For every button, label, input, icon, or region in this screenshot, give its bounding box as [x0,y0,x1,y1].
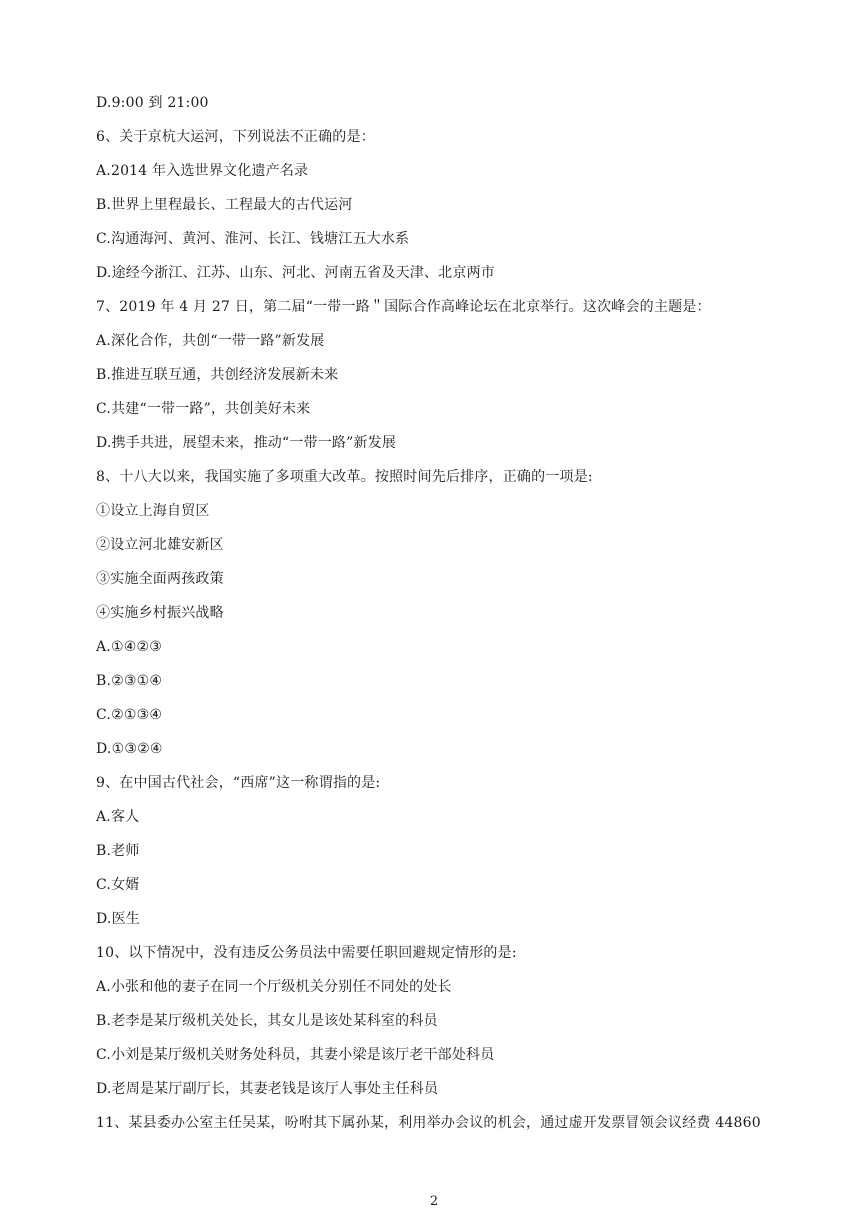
answer-option-line: A.2014 年入选世界文化遗产名录 [96,163,309,179]
question-11: 11、某县委办公室主任吴某，吩咐其下属孙某，利用举办会议的机会，通过虚开发票冒领会议经费 44860 [96,1115,761,1131]
answer-option-line: C.沟通海河、黄河、淮河、长江、钱塘江五大水系 [96,231,410,247]
answer-option-line: A.小张和他的妻子在同一个厅级机关分别任不同处的处长 [96,979,452,995]
answer-option-line: B.老李是某厅级机关处长，其女儿是该处某科室的科员 [96,1013,438,1029]
question-9: 9、在中国古代社会，“西席”这一称谓指的是: [96,775,381,791]
answer-option-line: B.老师 [96,843,140,859]
question-10: 10、以下情况中，没有违反公务员法中需要任职回避规定情形的是: [96,945,517,961]
answer-option-line: B.②③①④ [96,673,163,689]
answer-option-line: A.①④②③ [96,639,162,655]
question-7: 7、2019 年 4 月 27 日，第二届“一带一路＂国际合作高峰论坛在北京举行。这次峰会的主题是： [96,299,711,315]
answer-option-line: D.携手共进，展望未来，推动“一带一路”新发展 [96,435,397,451]
answer-option-line: C.女婿 [96,877,140,893]
answer-option-line: B.世界上里程最长、工程最大的古代运河 [96,197,353,213]
answer-option-line: D.途经今浙江、江苏、山东、河北、河南五省及天津、北京两市 [96,265,495,281]
statement-line: ④实施乡村振兴战略 [96,605,224,621]
answer-option-line: D.①③②④ [96,741,163,757]
statement-line: ③实施全面两孩政策 [96,571,224,587]
question-8: 8、十八大以来，我国实施了多项重大改革。按照时间先后排序，正确的一项是: [96,469,593,485]
answer-option-line: D.老周是某厅副厅长，其妻老钱是该厅人事处主任科员 [96,1081,439,1097]
question-6: 6、关于京杭大运河，下列说法不正确的是： [96,129,375,145]
answer-option-line: D.9:00 到 21:00 [96,95,209,111]
page-number: 2 [429,1194,439,1209]
answer-option-line: B.推进互联互通，共创经济发展新未来 [96,367,339,383]
answer-option-line: C.小刘是某厅级机关财务处科员，其妻小梁是该厅老干部处科员 [96,1047,495,1063]
answer-option-line: A.深化合作，共创“一带一路”新发展 [96,333,325,349]
statement-line: ②设立河北雄安新区 [96,537,224,553]
answer-option-line: A.客人 [96,809,140,825]
statement-line: ①设立上海自贸区 [96,503,210,519]
answer-option-line: D.医生 [96,911,140,927]
answer-option-line: C.共建“一带一路”，共创美好未来 [96,401,311,417]
answer-option-line: C.②①③④ [96,707,163,723]
